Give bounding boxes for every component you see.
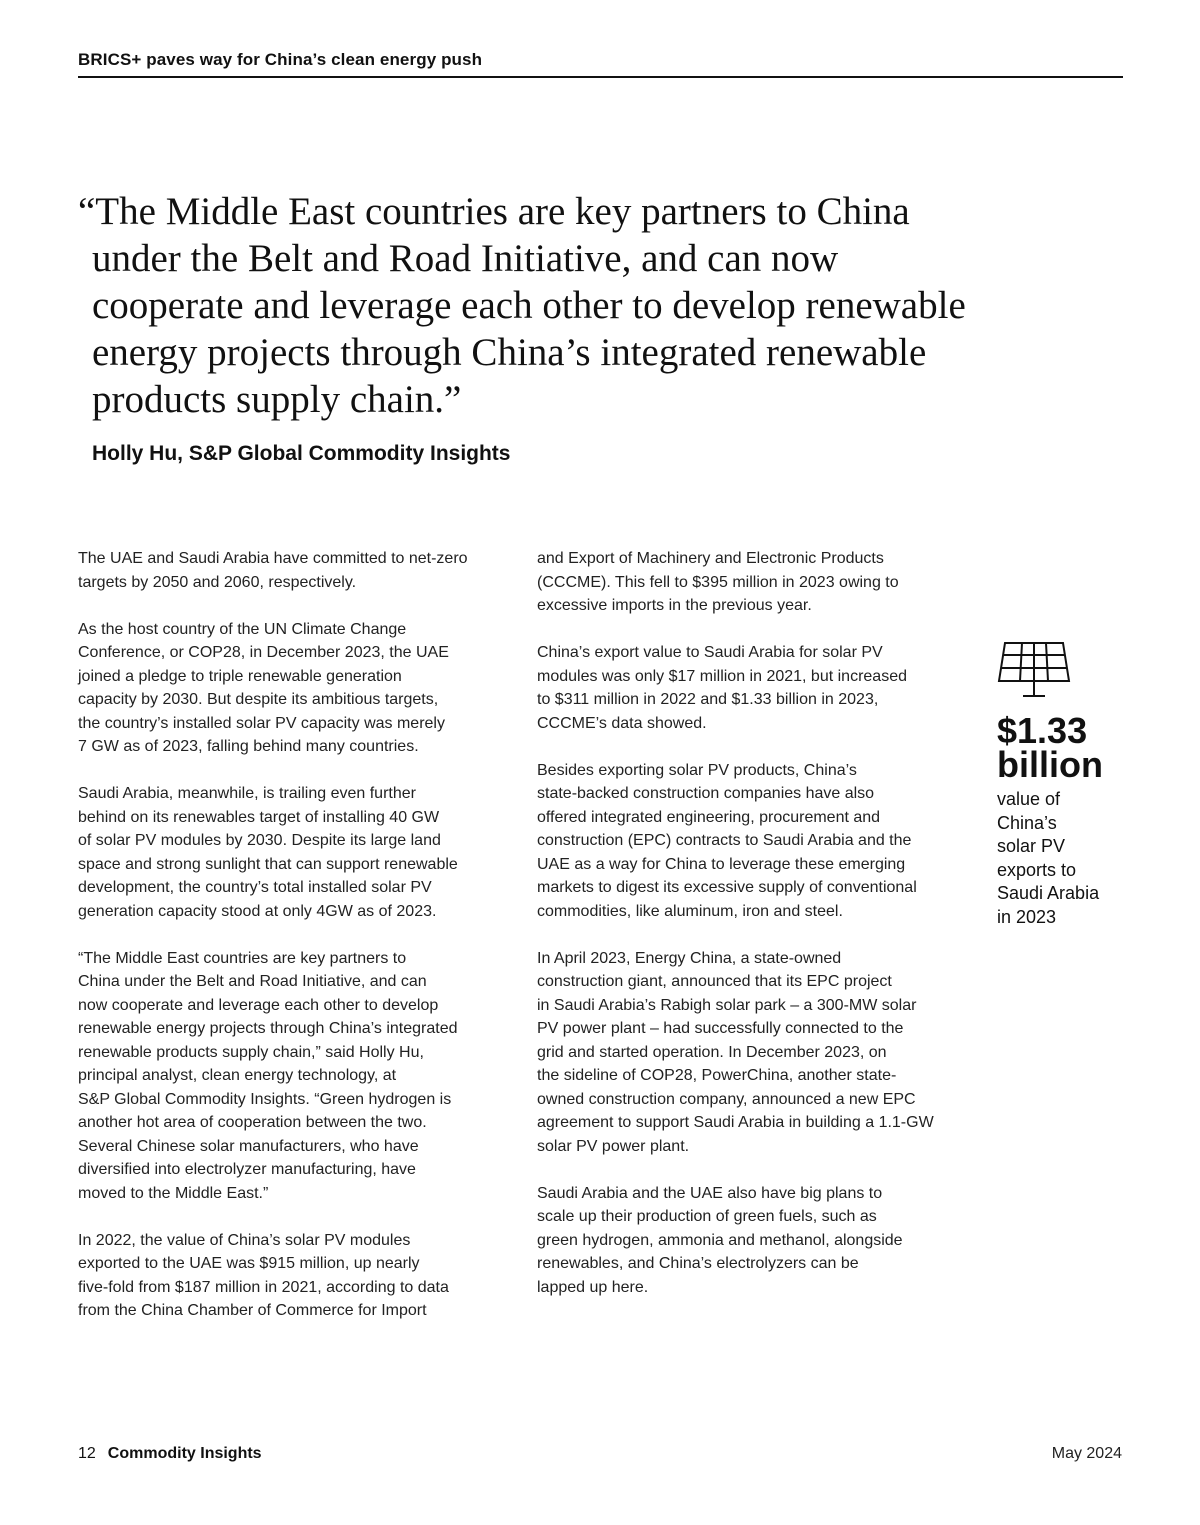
paragraph-line: renewable products supply chain,” said Holly Hu,	[78, 1043, 424, 1061]
pull-quote-line: products supply chain.”	[92, 378, 462, 421]
stat-description-line: Saudi Arabia	[997, 883, 1100, 903]
paragraph-line: space and strong sunlight that can support renewable	[78, 855, 458, 873]
publication-date: May 2024	[1051, 1445, 1122, 1462]
pull-quote-line: under the Belt and Road Initiative, and can now	[92, 237, 839, 280]
publication-name: Commodity Insights	[107, 1445, 262, 1462]
stat-value-line: billion	[997, 744, 1103, 785]
paragraph-line: S&P Global Commodity Insights. “Green hydrogen is	[78, 1090, 452, 1108]
paragraph	[78, 782, 518, 923]
paragraph-line: UAE as a way for China to leverage these emerging	[537, 855, 906, 873]
pull-quote-line: energy projects through China’s integrated renewable	[92, 331, 927, 374]
paragraph-line: another hot area of cooperation between the two.	[78, 1114, 427, 1131]
paragraph-line: Several Chinese solar manufacturers, who have	[78, 1137, 419, 1155]
paragraph-line: state-backed construction companies have also	[537, 785, 875, 802]
stat-value-line: $1.33	[997, 710, 1088, 751]
paragraph	[537, 947, 977, 1159]
pull-quote	[78, 188, 1078, 423]
paragraph-line: the country’s installed solar PV capacity was merely	[78, 714, 445, 732]
paragraph	[78, 618, 518, 759]
paragraph	[537, 1182, 977, 1300]
paragraph-line: development, the country’s total installed solar PV	[78, 879, 432, 896]
solar-panel-icon	[997, 640, 1071, 702]
paragraph-line: of solar PV modules by 2030. Despite its large land	[78, 832, 441, 849]
paragraph-line: joined a pledge to triple renewable generation	[78, 667, 402, 685]
paragraph-line: The UAE and Saudi Arabia have committed to net-zero	[78, 550, 468, 567]
paragraph-line: exported to the UAE was $915 million, up nearly	[78, 1255, 420, 1272]
paragraph-line: five-fold from $187 million in 2021, according to data	[78, 1278, 449, 1296]
paragraph-line: behind on its renewables target of installing 40 GW	[78, 808, 440, 826]
paragraph	[537, 759, 977, 924]
stat-description-line: exports to	[997, 859, 1077, 880]
paragraph-line: and Export of Machinery and Electronic Products	[537, 550, 884, 567]
page-number: 12	[78, 1445, 96, 1462]
pull-quote-line: cooperate and leverage each other to develop renewable	[92, 284, 966, 327]
stat-description-line: solar PV	[997, 836, 1066, 856]
paragraph-line: lapped up here.	[537, 1278, 649, 1296]
paragraph-line: moved to the Middle East.”	[78, 1184, 269, 1202]
paragraph-line: scale up their production of green fuels, such as	[537, 1208, 877, 1225]
paragraph-line: green hydrogen, ammonia and methanol, alongside	[537, 1231, 903, 1249]
page-footer	[78, 1445, 262, 1463]
paragraph-line: from the China Chamber of Commerce for Import	[78, 1302, 427, 1319]
paragraph-line: offered integrated engineering, procurement and	[537, 808, 881, 826]
paragraph-line: to $311 million in 2022 and $1.33 billion in 2023,	[537, 691, 879, 708]
paragraph-line: owned construction company, announced a new EPC	[537, 1090, 916, 1108]
paragraph-line: diversified into electrolyzer manufacturing, have	[78, 1161, 416, 1178]
header-divider	[78, 76, 1123, 78]
paragraph-line: excessive imports in the previous year.	[537, 597, 812, 614]
paragraph-line: construction giant, announced that its EPC project	[537, 973, 892, 990]
paragraph	[78, 547, 518, 594]
middle-text-column	[537, 547, 977, 1323]
paragraph-line: China’s export value to Saudi Arabia for solar PV	[537, 644, 883, 661]
paragraph-line: PV power plant – had successfully connected to the	[537, 1020, 904, 1037]
paragraph-line: commodities, like aluminum, iron and steel.	[537, 902, 843, 920]
paragraph-line: renewables, and China’s electrolyzers can be	[537, 1255, 859, 1272]
stat-sidebar	[997, 640, 1177, 929]
paragraph-line: In 2022, the value of China’s solar PV modules	[78, 1231, 411, 1249]
paragraph-line: Saudi Arabia, meanwhile, is trailing even further	[78, 785, 416, 802]
paragraph-line: modules was only $17 million in 2021, but increased	[537, 667, 907, 685]
paragraph-line: capacity by 2030. But despite its ambitious targets,	[78, 691, 439, 708]
stat-description-line: China’s	[997, 812, 1057, 833]
paragraph-line: in Saudi Arabia’s Rabigh solar park – a 300-MW solar	[537, 996, 917, 1014]
paragraph-line: As the host country of the UN Climate Change	[78, 620, 407, 638]
paragraph-line: Conference, or COP28, in December 2023, the UAE	[78, 644, 449, 661]
paragraph-line: markets to digest its excessive supply of conventional	[537, 879, 917, 896]
page-header-title: BRICS+ paves way for China’s clean energy push	[78, 50, 483, 69]
paragraph-line: generation capacity stood at only 4GW as of 2023.	[78, 902, 437, 920]
stat-description-line: value of	[997, 789, 1061, 809]
paragraph-line: construction (EPC) contracts to Saudi Arabia and the	[537, 832, 912, 849]
stat-description-line: in 2023	[997, 906, 1057, 927]
paragraph-line: (CCCME). This fell to $395 million in 2023 owing to	[537, 573, 899, 591]
paragraph-line: In April 2023, Energy China, a state-owned	[537, 949, 842, 967]
paragraph-line: “The Middle East countries are key partners to	[78, 949, 407, 967]
pull-quote-line: “The Middle East countries are key partners to China	[78, 190, 910, 233]
paragraph-line: China under the Belt and Road Initiative, and can	[78, 973, 427, 990]
paragraph-line: CCCME’s data showed.	[537, 714, 707, 732]
paragraph-line: Saudi Arabia and the UAE also have big plans to	[537, 1184, 883, 1202]
paragraph-line: now cooperate and leverage each other to develop	[78, 996, 439, 1014]
paragraph-line: principal analyst, clean energy technology, at	[78, 1067, 397, 1084]
paragraph-line: the sideline of COP28, PowerChina, another state-	[537, 1067, 897, 1084]
paragraph-line: grid and started operation. In December 2023, on	[537, 1043, 887, 1061]
paragraph	[78, 1229, 518, 1323]
paragraph-line: Besides exporting solar PV products, China’s	[537, 761, 857, 779]
left-text-column	[78, 547, 518, 1346]
paragraph-line: agreement to support Saudi Arabia in building a 1.1-GW	[537, 1114, 934, 1131]
stat-value	[997, 710, 1177, 785]
paragraph	[537, 641, 977, 735]
paragraph-line: targets by 2050 and 2060, respectively.	[78, 573, 357, 591]
paragraph	[78, 947, 518, 1206]
paragraph-line: renewable energy projects through China’s integrated	[78, 1020, 458, 1037]
paragraph	[537, 547, 977, 618]
paragraph-line: solar PV power plant.	[537, 1137, 690, 1155]
stat-description	[997, 788, 1177, 929]
paragraph-line: 7 GW as of 2023, falling behind many countries.	[78, 738, 419, 755]
quote-attribution: Holly Hu, S&P Global Commodity Insights	[92, 442, 511, 465]
